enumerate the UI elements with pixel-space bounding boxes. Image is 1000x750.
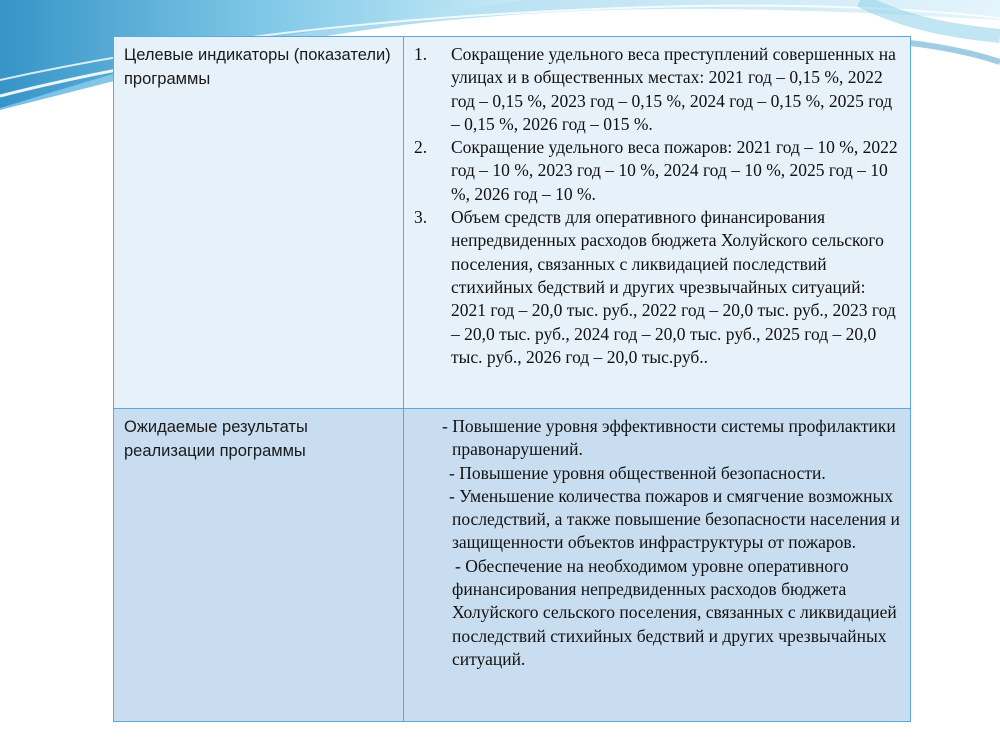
results-label: Ожидаемые результаты реализации программы (124, 418, 308, 460)
indicator-number: 3. (414, 207, 428, 228)
result-item: - Обеспечение на необходимом уровне оперативного финансирования непредвиденных расходов бюджета Холуйского сельского поселения, связанных с ликвидацией последствий стихийных бедствий и других чрезвычайных ситуаций. (452, 555, 897, 669)
indicators-content-cell (404, 37, 911, 409)
indicator-item (414, 136, 900, 206)
indicator-number: 2. (414, 137, 428, 158)
indicator-number: 1. (414, 44, 428, 64)
indicator-item (414, 43, 900, 136)
indicator-text: Объем средств для оперативного финансирования непредвиденных расходов бюджета Холуйского сельского поселения, связанных с ликвидацией последствий стихийных бедствий и других чрезвычайных ситуаций: 2021 год – 20,0 тыс. руб., 2022 год – 20,0 тыс. руб., 2023 год – 20,0 тыс. руб., 2024 год – 20,0 тыс. руб., 2025 год – 20,0 тыс. руб., 2026 год – 20,0 тыс.руб.. (451, 207, 896, 367)
indicator-list (414, 43, 900, 369)
indicator-text: Сокращение удельного веса преступлений совершенных на улицах и в общественных местах: 2021 год – 0,15 %, 2022 год – 0,15 %, 2023 год – 0,15 %, 2024 год – 0,15 %, 2025 год – 0,15 %, 2026 год – 015 %. (451, 44, 896, 134)
results-content-cell (404, 409, 911, 722)
indicator-text: Сокращение удельного веса пожаров: 2021 год – 10 %, 2022 год – 10 %, 2023 год – 10 %, 2024 год – 10 %, 2025 год – 10 %, 2026 год – 10 %. (451, 137, 898, 204)
indicators-label-cell (114, 37, 404, 409)
result-item: - Повышение уровня общественной безопасности. (449, 462, 826, 483)
program-table (113, 36, 911, 722)
table-row-indicators (114, 37, 911, 409)
results-label-cell (114, 409, 404, 722)
result-item: - Повышение уровня эффективности системы профилактики правонарушений. (442, 416, 896, 460)
indicators-label: Целевые индикаторы (показатели) программы (124, 46, 391, 88)
result-item: - Уменьшение количества пожаров и смягчение возможных последствий, а также повышение безопасности населения и защищенности объектов инфраструктуры от пожаров. (449, 485, 900, 553)
table-row-results (114, 409, 911, 722)
indicator-item (414, 206, 900, 369)
